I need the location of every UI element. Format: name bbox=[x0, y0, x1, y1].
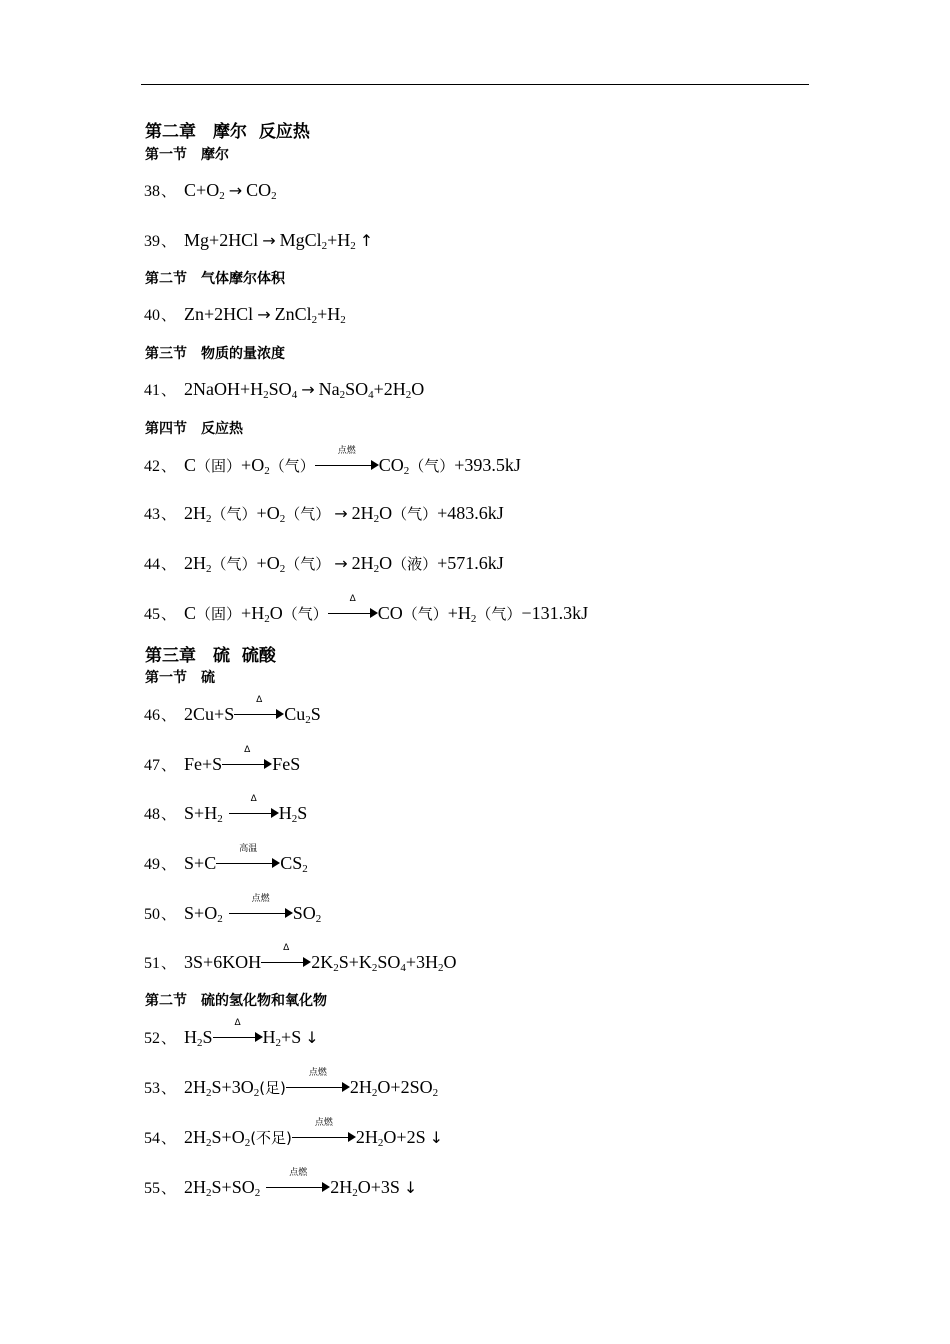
plus: + bbox=[370, 1177, 381, 1197]
formula: H bbox=[262, 1027, 276, 1047]
subscript: 2 bbox=[271, 190, 277, 202]
subscript: 2 bbox=[217, 813, 223, 825]
plus: + bbox=[317, 304, 328, 324]
subscript: 2 bbox=[206, 1187, 212, 1199]
condition-arrow-icon bbox=[213, 1018, 263, 1043]
reaction-arrow-icon: → bbox=[334, 504, 348, 523]
reaction-arrow-icon: → bbox=[334, 554, 348, 573]
equation-45 bbox=[144, 594, 589, 625]
formula: S bbox=[310, 704, 321, 724]
equation-38 bbox=[144, 178, 277, 202]
equation-number: 39 bbox=[144, 233, 160, 250]
plus: + bbox=[240, 379, 251, 399]
formula: Cu bbox=[284, 704, 306, 724]
subscript: 2 bbox=[305, 714, 311, 726]
formula: 3O bbox=[231, 1077, 254, 1097]
section-title: 第三节 物质的量浓度 bbox=[145, 346, 285, 362]
condition-arrow-icon bbox=[328, 594, 378, 619]
condition-arrow-icon bbox=[286, 1068, 350, 1093]
subscript: 2 bbox=[377, 1137, 384, 1149]
equation-number: 40 bbox=[144, 307, 160, 324]
formula: O bbox=[204, 903, 218, 923]
header-rule bbox=[141, 84, 809, 85]
formula: C bbox=[184, 455, 197, 475]
separator: 、 bbox=[161, 607, 177, 623]
formula: S bbox=[184, 803, 195, 823]
formula: 2H bbox=[184, 1127, 207, 1147]
formula: S bbox=[211, 1127, 222, 1147]
formula: CS bbox=[280, 853, 303, 873]
equation-number: 45 bbox=[144, 606, 160, 623]
subscript: 2 bbox=[206, 513, 212, 525]
separator: 、 bbox=[161, 308, 177, 324]
subscript: 2 bbox=[371, 1087, 378, 1099]
formula: O bbox=[269, 603, 283, 623]
condition-label: 高温 bbox=[239, 844, 258, 854]
subscript: 2 bbox=[315, 913, 322, 925]
equation-number: 53 bbox=[144, 1080, 160, 1097]
formula: 2H bbox=[351, 553, 374, 573]
formula: O bbox=[379, 503, 393, 523]
subscript: 2 bbox=[275, 1037, 282, 1049]
precipitate-down-arrow-icon: ↓ bbox=[403, 1178, 418, 1197]
formula: O bbox=[231, 1127, 245, 1147]
subscript: 2 bbox=[339, 389, 346, 401]
subscript: 2 bbox=[279, 563, 286, 575]
equation-53 bbox=[144, 1068, 439, 1099]
reaction-arrow-icon: → bbox=[257, 305, 271, 324]
condition-arrow-icon bbox=[261, 943, 311, 968]
formula: O bbox=[266, 553, 280, 573]
reaction-arrow-icon: → bbox=[228, 181, 243, 200]
phase-label: （气） bbox=[392, 505, 438, 523]
formula: Na bbox=[318, 379, 340, 399]
plus: + bbox=[194, 853, 205, 873]
formula: H bbox=[251, 603, 265, 623]
formula: 3S bbox=[380, 1177, 400, 1197]
plus: + bbox=[256, 503, 267, 523]
formula: S bbox=[338, 952, 349, 972]
subscript: 2 bbox=[253, 1087, 260, 1099]
formula: H bbox=[327, 304, 341, 324]
condition-label: Δ bbox=[250, 794, 257, 804]
subscript: 2 bbox=[371, 962, 378, 974]
equation-39 bbox=[144, 228, 377, 252]
formula: SO bbox=[377, 952, 401, 972]
equation-40 bbox=[144, 302, 346, 326]
formula: H bbox=[337, 230, 351, 250]
phase-label: （气） bbox=[285, 505, 331, 523]
equation-48 bbox=[144, 794, 308, 825]
formula: 2H bbox=[349, 1077, 372, 1097]
formula: SO bbox=[231, 1177, 255, 1197]
separator: 、 bbox=[161, 1081, 177, 1097]
chapter-title: 第二章 摩尔 反应热 bbox=[145, 122, 310, 142]
formula: O bbox=[266, 503, 280, 523]
plus: + bbox=[204, 304, 215, 324]
phase-label: （气） bbox=[269, 457, 315, 475]
separator: 、 bbox=[161, 708, 177, 724]
subscript: 2 bbox=[291, 813, 298, 825]
separator: 、 bbox=[161, 459, 177, 475]
formula: Zn bbox=[184, 304, 205, 324]
plus: + bbox=[348, 952, 359, 972]
formula: S bbox=[291, 1027, 302, 1047]
subscript: 2 bbox=[264, 465, 270, 477]
equation-number: 51 bbox=[144, 955, 160, 972]
subscript: 2 bbox=[432, 1087, 439, 1099]
condition-label: Δ bbox=[256, 695, 263, 705]
condition-label: 点燃 bbox=[308, 1068, 327, 1078]
condition-label: Δ bbox=[244, 745, 251, 755]
plus: + bbox=[447, 603, 458, 623]
formula: 2HCl bbox=[214, 304, 254, 324]
separator: 、 bbox=[161, 907, 177, 923]
subscript: 2 bbox=[373, 563, 380, 575]
formula: MgCl bbox=[279, 230, 322, 250]
plus: + bbox=[327, 230, 338, 250]
reaction-arrow-icon: → bbox=[301, 380, 315, 399]
equation-number: 42 bbox=[144, 458, 160, 475]
precipitate-down-arrow-icon: ↓ bbox=[305, 1028, 319, 1047]
subscript: 2 bbox=[350, 240, 356, 252]
equation-number: 41 bbox=[144, 382, 160, 399]
formula: H bbox=[278, 803, 292, 823]
phase-label: （固） bbox=[196, 457, 242, 475]
subscript: 4 bbox=[291, 389, 298, 401]
formula: Mg bbox=[184, 230, 210, 250]
plus: + bbox=[194, 903, 205, 923]
section-title: 第一节 硫 bbox=[145, 670, 215, 686]
subscript: 2 bbox=[321, 240, 328, 252]
subscript: 2 bbox=[302, 863, 308, 875]
separator: 、 bbox=[161, 507, 177, 523]
phase-label: （气） bbox=[476, 605, 522, 623]
formula: 2H bbox=[355, 1127, 378, 1147]
subscript: 2 bbox=[217, 913, 223, 925]
separator: 、 bbox=[161, 807, 177, 823]
subscript: 4 bbox=[400, 962, 406, 974]
plus: + bbox=[203, 952, 214, 972]
formula: Fe bbox=[184, 754, 203, 774]
formula: 2NaOH bbox=[184, 379, 241, 399]
subscript: 2 bbox=[352, 1187, 358, 1199]
plus: + bbox=[202, 754, 213, 774]
formula: 2H bbox=[330, 1177, 353, 1197]
condition-arrow-icon bbox=[234, 695, 284, 720]
subscript: 2 bbox=[311, 314, 318, 326]
condition-arrow-icon bbox=[222, 745, 272, 770]
subscript: 2 bbox=[206, 1137, 212, 1149]
formula: 6KOH bbox=[213, 952, 262, 972]
phase-label: （气） bbox=[285, 555, 331, 573]
formula: 3H bbox=[416, 952, 439, 972]
formula: C bbox=[184, 180, 197, 200]
formula: 2SO bbox=[400, 1077, 433, 1097]
formula: O bbox=[383, 1127, 397, 1147]
subscript: 2 bbox=[264, 613, 270, 625]
formula: H bbox=[184, 1027, 198, 1047]
formula: FeS bbox=[272, 754, 301, 774]
phase-label: （气） bbox=[211, 505, 257, 523]
subscript: 2 bbox=[206, 1087, 212, 1099]
formula: H bbox=[250, 379, 264, 399]
equation-number: 46 bbox=[144, 707, 160, 724]
phase-label: （气） bbox=[211, 555, 257, 573]
plus: + bbox=[196, 180, 207, 200]
equation-43 bbox=[144, 501, 504, 525]
subscript: 2 bbox=[470, 613, 477, 625]
equation-51 bbox=[144, 943, 457, 974]
formula: S bbox=[212, 754, 223, 774]
condition-label: 点燃 bbox=[251, 894, 270, 904]
separator: 、 bbox=[161, 758, 177, 774]
subscript: 2 bbox=[403, 465, 410, 477]
subscript: 2 bbox=[219, 190, 225, 202]
formula: O bbox=[251, 455, 265, 475]
plus: + bbox=[390, 1077, 401, 1097]
separator: 、 bbox=[161, 1131, 177, 1147]
formula: S bbox=[202, 1027, 213, 1047]
condition-label: Δ bbox=[234, 1018, 241, 1028]
equation-52 bbox=[144, 1018, 323, 1049]
plus: + bbox=[221, 1077, 232, 1097]
subscript: 2 bbox=[197, 1037, 203, 1049]
equation-44 bbox=[144, 551, 504, 575]
subscript: 2 bbox=[373, 513, 380, 525]
formula: 2H bbox=[184, 1177, 207, 1197]
formula: C bbox=[204, 853, 217, 873]
condition-arrow-icon bbox=[229, 794, 279, 819]
separator: 、 bbox=[161, 234, 177, 250]
formula: SO bbox=[292, 903, 316, 923]
separator: 、 bbox=[161, 557, 177, 573]
plus: + bbox=[221, 1177, 232, 1197]
plus: + bbox=[241, 455, 252, 475]
condition-arrow-icon bbox=[315, 446, 379, 471]
formula: 2Cu bbox=[184, 704, 215, 724]
formula: CO bbox=[246, 180, 272, 200]
subscript: 4 bbox=[368, 389, 374, 401]
amount-label: (不足) bbox=[250, 1129, 292, 1147]
condition-label: 点燃 bbox=[314, 1118, 333, 1128]
amount-label: (足) bbox=[259, 1079, 286, 1097]
equation-number: 47 bbox=[144, 757, 160, 774]
plus: + bbox=[256, 553, 267, 573]
formula: S bbox=[224, 704, 235, 724]
heat-value: 571.6kJ bbox=[447, 553, 504, 573]
equation-number: 55 bbox=[144, 1180, 160, 1197]
subscript: 2 bbox=[333, 962, 339, 974]
formula: SO bbox=[268, 379, 292, 399]
formula: 2HCl bbox=[219, 230, 259, 250]
formula: CO bbox=[377, 603, 403, 623]
formula: ZnCl bbox=[274, 304, 312, 324]
plus: + bbox=[214, 704, 225, 724]
subscript: 2 bbox=[206, 563, 212, 575]
formula: S bbox=[184, 853, 195, 873]
phase-label: （气） bbox=[282, 605, 328, 623]
subscript: 2 bbox=[405, 389, 412, 401]
section-title: 第四节 反应热 bbox=[145, 421, 243, 437]
chapter-title: 第三章 硫 硫酸 bbox=[145, 646, 276, 666]
heat-value: 483.6kJ bbox=[447, 503, 504, 523]
equation-50 bbox=[144, 894, 322, 925]
separator: 、 bbox=[161, 1031, 177, 1047]
equation-49 bbox=[144, 844, 308, 875]
formula: O bbox=[206, 180, 220, 200]
formula: S bbox=[184, 903, 195, 923]
formula: CO bbox=[378, 455, 404, 475]
separator: 、 bbox=[161, 956, 177, 972]
precipitate-down-arrow-icon: ↓ bbox=[429, 1128, 443, 1147]
formula: 2H bbox=[184, 503, 207, 523]
equation-number: 43 bbox=[144, 506, 160, 523]
reaction-arrow-icon: → bbox=[262, 231, 276, 250]
formula: SO bbox=[345, 379, 369, 399]
subscript: 2 bbox=[340, 314, 346, 326]
formula: 2H bbox=[184, 1077, 207, 1097]
equation-47 bbox=[144, 745, 301, 776]
minus: − bbox=[521, 603, 532, 623]
plus: + bbox=[373, 379, 384, 399]
plus: + bbox=[221, 1127, 232, 1147]
equation-42 bbox=[144, 446, 521, 477]
equation-number: 50 bbox=[144, 906, 160, 923]
formula: H bbox=[204, 803, 218, 823]
formula: 2S bbox=[406, 1127, 426, 1147]
plus: + bbox=[437, 503, 448, 523]
separator: 、 bbox=[161, 1181, 177, 1197]
equation-41 bbox=[144, 377, 424, 401]
subscript: 2 bbox=[254, 1187, 261, 1199]
subscript: 2 bbox=[263, 389, 269, 401]
heat-value: 393.5kJ bbox=[464, 455, 521, 475]
formula: O bbox=[443, 952, 457, 972]
formula: 2H bbox=[351, 503, 374, 523]
condition-arrow-icon bbox=[266, 1168, 330, 1193]
subscript: 2 bbox=[438, 962, 444, 974]
formula: 2H bbox=[383, 379, 406, 399]
formula: 3S bbox=[184, 952, 204, 972]
section-title: 第二节 硫的氢化物和氧化物 bbox=[145, 993, 327, 1009]
phase-label: （气） bbox=[402, 605, 448, 623]
equation-number: 38 bbox=[144, 183, 160, 200]
separator: 、 bbox=[161, 184, 177, 200]
separator: 、 bbox=[161, 383, 177, 399]
condition-label: Δ bbox=[283, 943, 290, 953]
equation-54 bbox=[144, 1118, 447, 1149]
phase-label: （固） bbox=[196, 605, 242, 623]
formula: O bbox=[411, 379, 425, 399]
plus: + bbox=[209, 230, 220, 250]
formula: 2H bbox=[184, 553, 207, 573]
equation-number: 44 bbox=[144, 556, 160, 573]
formula: S bbox=[211, 1077, 222, 1097]
plus: + bbox=[396, 1127, 407, 1147]
formula: 2K bbox=[311, 952, 334, 972]
plus: + bbox=[194, 803, 205, 823]
gas-up-arrow-icon: ↑ bbox=[359, 231, 374, 250]
condition-arrow-icon bbox=[229, 894, 293, 919]
formula: S bbox=[211, 1177, 222, 1197]
equation-number: 49 bbox=[144, 856, 160, 873]
plus: + bbox=[437, 553, 448, 573]
subscript: 2 bbox=[244, 1137, 251, 1149]
equation-46 bbox=[144, 695, 321, 726]
phase-label: （气） bbox=[409, 457, 455, 475]
condition-label: 点燃 bbox=[337, 446, 356, 456]
formula: K bbox=[358, 952, 372, 972]
condition-arrow-icon bbox=[216, 844, 280, 869]
formula: H bbox=[457, 603, 471, 623]
subscript: 2 bbox=[279, 513, 286, 525]
equation-number: 48 bbox=[144, 806, 160, 823]
heat-value: 131.3kJ bbox=[531, 603, 589, 623]
equation-number: 52 bbox=[144, 1030, 160, 1047]
formula: S bbox=[297, 803, 308, 823]
formula: C bbox=[184, 603, 197, 623]
phase-label: （液） bbox=[392, 555, 438, 573]
condition-label: Δ bbox=[349, 594, 356, 604]
formula: O bbox=[379, 553, 393, 573]
equation-number: 54 bbox=[144, 1130, 160, 1147]
condition-label: 点燃 bbox=[289, 1168, 308, 1178]
section-title: 第一节 摩尔 bbox=[145, 147, 229, 163]
plus: + bbox=[241, 603, 252, 623]
plus: + bbox=[281, 1027, 292, 1047]
condition-arrow-icon bbox=[292, 1118, 356, 1143]
plus: + bbox=[405, 952, 417, 972]
separator: 、 bbox=[161, 857, 177, 873]
section-title: 第二节 气体摩尔体积 bbox=[145, 271, 285, 287]
formula: O bbox=[357, 1177, 371, 1197]
plus: + bbox=[454, 455, 465, 475]
formula: O bbox=[377, 1077, 391, 1097]
equation-55 bbox=[144, 1168, 421, 1199]
